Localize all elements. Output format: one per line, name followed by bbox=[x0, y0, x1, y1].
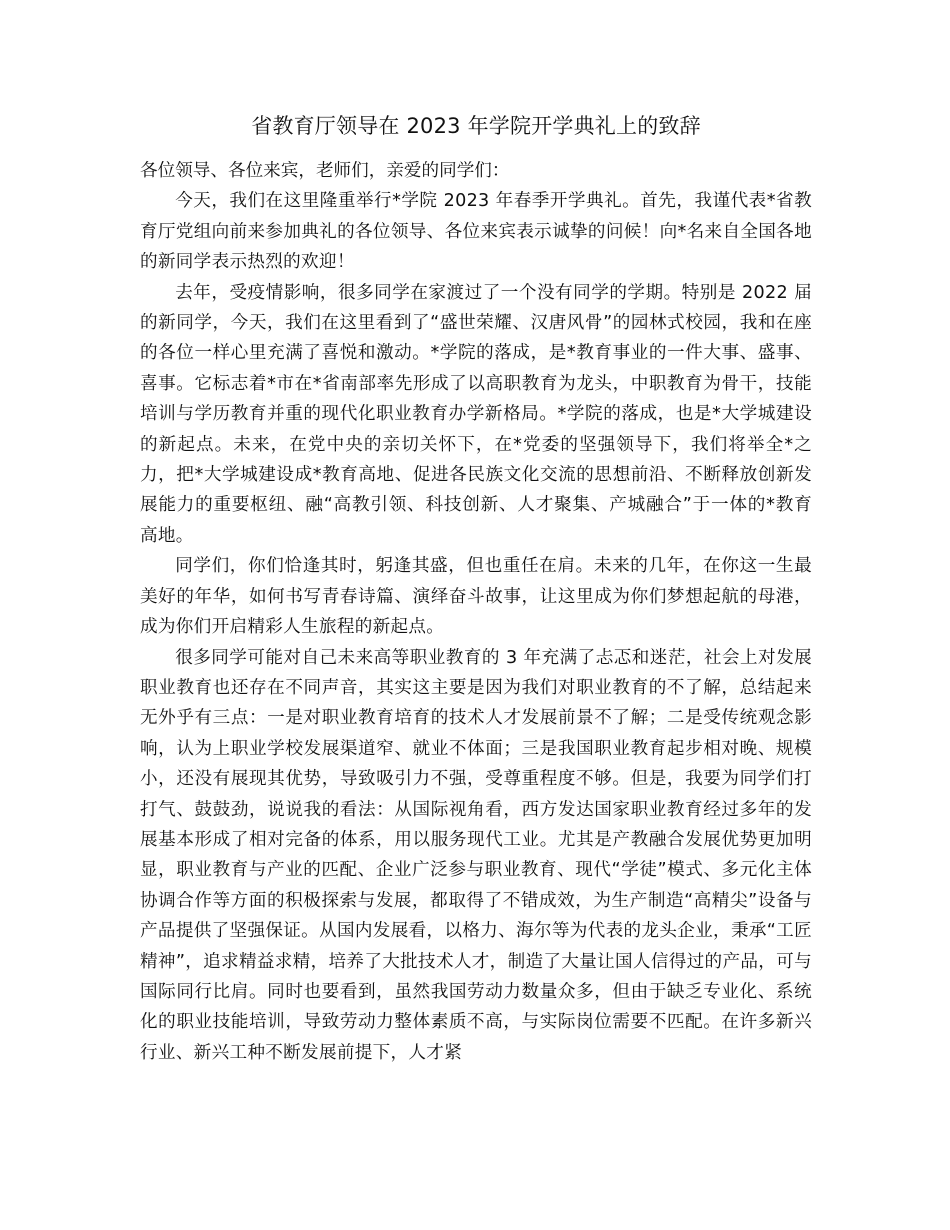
document-title: 省教育厅领导在 2023 年学院开学典礼上的致辞 bbox=[251, 114, 701, 138]
salutation: 各位领导、各位来宾，老师们，亲爱的同学们： bbox=[140, 161, 510, 181]
paragraph-vocational-education: 很多同学可能对自己未来高等职业教育的 3 年充满了忐忑和迷茫，社会上对发展职业教育也还存在不同声音，其实这主要是因为我们对职业教育的不了解，总结起来无外乎有三点：一是对职业教育培育的技术人才发展前景不了解；二是受传统观念影响，认为上职业学校发展渠道窄、就业不体面；三是我国职业教育起步相对晚、规模小，还没有展现其优势，导致吸引力不强，受尊重程度不够。但是，我要为同学们打打气、鼓鼓劲，说说我的看法：从国际视角看，西方发达国家职业教育经过多年的发展基本形成了相对完备的体系，用以服务现代工业。尤其是产教融合发展优势更加明显，职业教育与产业的匹配、企业广泛参与职业教育、现代“学徒”模式、多元化主体协调合作等方面的积极探索与发展，都取得了不错成效，为生产制造“高精尖”设备与产品提供了坚强保证。从国内发展看，以格力、海尔等为代表的龙头企业，秉承“工匠精神”，追求精益求精，培养了大批技术人才，制造了大量让国人信得过的产品，可与国际同行比肩。同时也要看到，虽然我国劳动力数量众多，但由于缺乏专业化、系统化的职业技能培训，导致劳动力整体素质不高，与实际岗位需要不匹配。在许多新兴行业、新兴工种不断发展前提下，人才紧 bbox=[140, 647, 812, 1063]
paragraph-campus: 去年，受疫情影响，很多同学在家渡过了一个没有同学的学期。特别是 2022 届的新同学，今天，我们在这里看到了“盛世荣耀、汉唐风骨”的园林式校园，我和在座的各位一样心里充满了喜悦和激动。*学院的落成，是*教育事业的一件大事、盛事、喜事。它标志着*市在*省南部率先形成了以高职教育为龙头，中职教育为骨干，技能培训与学历教育并重的现代化职业教育办学新格局。*学院的落成，也是*大学城建设的新起点。未来，在党中央的亲切关怀下，在*党委的坚强领导下，我们将举全*之力，把*大学城建设成*教育高地、促进各民族文化交流的思想前沿、不断释放创新发展能力的重要枢纽、融“高教引领、科技创新、人才聚集、产城融合”于一体的*教育高地。 bbox=[140, 282, 812, 546]
paragraph-opening: 今天，我们在这里隆重举行*学院 2023 年春季开学典礼。首先，我谨代表*省教育厅党组向前来参加典礼的各位领导、各位来宾表示诚挚的问候！向*名来自全国各地的新同学表示热烈的欢迎！ bbox=[140, 191, 812, 273]
document-page bbox=[140, 104, 812, 1068]
paragraph-students: 同学们，你们恰逢其时，躬逢其盛，但也重任在肩。未来的几年，在你这一生最美好的年华，如何书写青春诗篇、演绎奋斗故事，让这里成为你们梦想起航的母港，成为你们开启精彩人生旅程的新起点。 bbox=[140, 556, 812, 638]
